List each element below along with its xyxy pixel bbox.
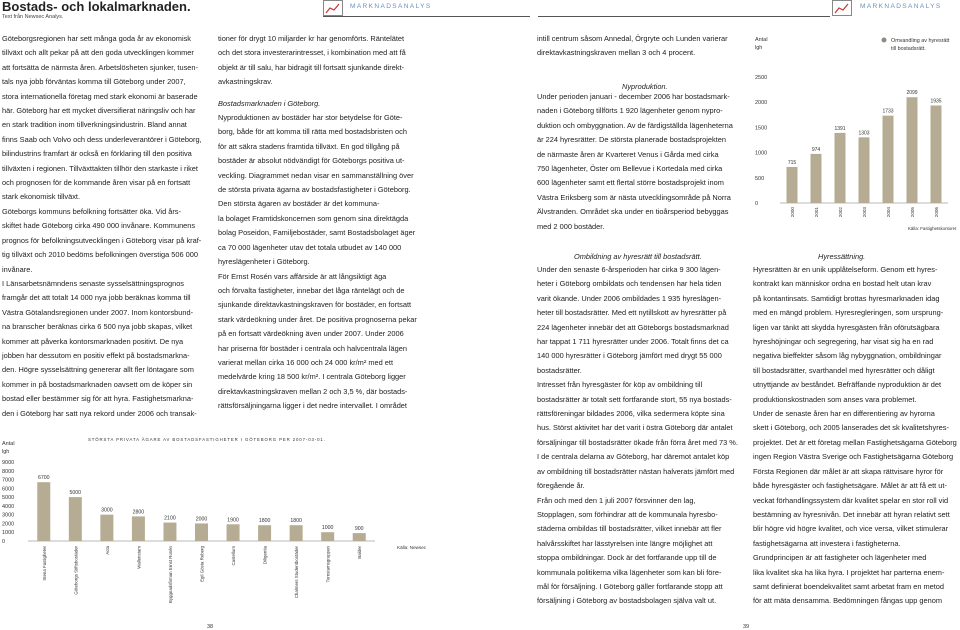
hyressattning-heading: Hyressättning.	[818, 252, 866, 261]
text-line: kommer in på bostadsmarknaden oavsett om de köper sin	[2, 379, 193, 389]
text-line: objekt är till salu, har bidragit till fortsatt sjunkande direkt-	[218, 62, 405, 72]
text-line: ligen var tänkt att skydda hyresgästen från oförutsägbara	[753, 322, 940, 332]
text-line: Grundprincipen är att fastigheter och lägenheter med	[753, 553, 927, 563]
y-axis-label: lgh	[2, 449, 10, 455]
data-label: 3000	[101, 507, 113, 514]
bar	[859, 137, 870, 203]
text-line: med en mängd problem. Hyresregleringen, som ursprung-	[753, 308, 944, 318]
text-line: 600 lägenheter samt ett flertal större bostadsprojekt inom	[537, 178, 724, 188]
bar	[931, 105, 942, 203]
text-line	[218, 90, 417, 97]
text-line: bolag Poseidon, Familjebostäder, samt Bostadsbolaget äger	[218, 228, 416, 238]
text-line: till bostadsrätter, svarthandel med hyresrätter och dåligt	[753, 365, 935, 375]
text-line: Från och med den 1 juli 2007 försvinner den lag,	[537, 495, 696, 505]
text-column-4	[753, 263, 957, 609]
text-line: de största privata ägarna av bostadsfastigheter i Göteborg.	[218, 185, 411, 195]
text-line: ca 70 000 lägenheter utav det totala utbudet av 140 000	[218, 242, 402, 252]
category-label: 2000	[790, 207, 795, 218]
y-tick-label: 2000	[2, 521, 15, 528]
text-line: fastighetsägarna att investera i fastigheterna.	[753, 538, 901, 548]
text-line: Den största ägaren av bostäder är det kommuna-	[218, 199, 380, 209]
text-column-3-low	[537, 263, 738, 609]
chart-source: Källa: Newsec	[397, 545, 427, 550]
category-label: Byggnadsfirman Ernst Rosén	[167, 546, 173, 604]
data-label: 900	[354, 526, 364, 533]
text-line: kommer att påverka kontorsmarknaden positivt. De nya	[2, 336, 184, 346]
text-line: har priserna för bostäder i centrala och halvcentrala lägen	[218, 343, 407, 353]
text-line: avkastningskrav.	[218, 77, 273, 87]
y-tick-label: 6000	[2, 486, 15, 493]
page-subtitle: Text från Newsec Analys.	[2, 14, 64, 20]
text-line: Under de senaste åren har en differentiering av hyrorna	[753, 409, 935, 419]
category-label: Wallenstam	[136, 546, 142, 569]
y-tick-label: 0	[2, 539, 6, 545]
chart-logo-icon	[323, 0, 343, 16]
bar	[787, 167, 798, 203]
text-line: bostäder är absolut nödvändigt för Göteborgs positiva ut-	[218, 156, 405, 166]
ombildning-heading: Ombildning av hyresrätt till bostadsrätt.	[574, 252, 702, 261]
text-line: föregående år.	[537, 481, 585, 491]
text-line: varit ökande. Under 2006 ombildades 1 935 hyreslägen-	[537, 293, 722, 303]
text-column-3-top	[537, 32, 728, 61]
text-line: utnyttjande av beståndet. Befräffande nyproduktion är det	[753, 380, 942, 390]
category-label: Tornstamsgruppen	[325, 546, 331, 583]
text-line: skiftet hade Göteborg cirka 490 000 invånare. Kommunens	[2, 221, 196, 231]
text-line: varierat mellan cirka 16 000 och 24 000 kr/m² med ett	[218, 357, 393, 367]
text-line: Intresset från hyresgäster för köp av ombildning till	[537, 380, 703, 390]
chart-source: Källa: Fastighetskontoret	[908, 226, 957, 231]
category-label: 2001	[814, 207, 819, 218]
y-tick-label: 1000	[755, 150, 768, 157]
text-line: på kontantinsats. Samtidigt brottas hyresmarknaden idag	[753, 293, 940, 303]
bar	[258, 525, 271, 541]
text-line: försäljning i Göteborg av bostadsbolagen själva valt ut.	[537, 596, 717, 606]
text-line: tillväxt och allt pekar på att den goda utvecklingen kommer	[2, 48, 194, 58]
bar	[132, 516, 145, 541]
bar	[883, 116, 894, 203]
text-line: försäljningar till bostadsrätter ökade från förra året med 73 %.	[537, 437, 738, 447]
legend-label: Omvandling av hyresrätt	[891, 38, 950, 44]
category-label: Chalmers Studentbostäder	[294, 546, 300, 599]
text-line: den. Högre sysselsättning genererar allt fler löntagare som	[2, 365, 194, 375]
y-tick-label: 1000	[2, 530, 15, 537]
text-line: bostad eller bestämmer sig för att hyra. Fastighetsmarkna-	[2, 394, 194, 404]
text-line: la bolaget Framtidskoncernen som genom sina direktägda	[218, 213, 409, 223]
header-rule-right	[538, 16, 830, 17]
y-axis-label: Antal	[2, 441, 15, 447]
text-line: Stopplagen, som förhindrar att de kommunala hyresbo-	[537, 509, 718, 519]
text-line: Älvstranden. Området ska under en tioårsperiod bebyggas	[537, 207, 729, 217]
text-line: na branscher beräknas cirka 6 500 nya jobb skapas, vilket	[2, 322, 193, 332]
text-line: För Ernst Rosén vars affärside är att långsiktigt äga	[218, 271, 387, 281]
category-label: Stena Fastigheter	[41, 546, 47, 581]
text-line: är 224 hyresrätter. De största planerade bostadsprojekten	[537, 135, 726, 145]
page-title: Bostads- och lokalmarknaden.	[2, 0, 191, 14]
text-line: finns Saab och Volvo och dess underleverantörer i Göteborg,	[2, 134, 202, 144]
text-line: den i Göteborg har satt nya rekord under 2006 och transak-	[2, 408, 197, 418]
text-line: stark ekonomisk tillväxt.	[2, 192, 81, 202]
bar	[321, 532, 334, 541]
text-line: 224 lägenheter innebär det att Göteborgs bostadsmarknad	[537, 322, 729, 332]
data-label: 2800	[132, 509, 145, 516]
y-tick-label: 8000	[2, 468, 15, 475]
text-line: på en fortsatt värdeökning även under 2007. Under 2006	[218, 329, 404, 339]
text-line: framgår det att totalt 14 000 nya jobb beräknas komma till	[2, 293, 191, 303]
category-label: 2003	[862, 207, 867, 218]
text-line: stark värdeökning under året. De positiva prognoserna pekar	[218, 314, 417, 324]
text-line: stoppa ombildningar. Dock är det fortfarande upp till de	[537, 553, 717, 563]
text-line: negativa bieffekter såsom låg nybyggnation, ombildningar	[753, 351, 942, 361]
bar	[290, 525, 303, 541]
data-label: 1000	[321, 525, 334, 532]
text-line: stora internationella företag med stark ekonomi är baserade	[2, 91, 198, 101]
text-line: bostadsrätter.	[537, 365, 582, 375]
text-line: en stark tradition inom tillverkningsindustrin. Bland annat	[2, 120, 187, 130]
text-line: projektet. Det är ett företag mellan Fastighetsägarna Göteborg	[753, 437, 957, 447]
text-line: att fortsätta de närmsta åren. Arbetslösheten sjunker, tusen-	[2, 62, 198, 72]
text-line: duktion och ombyggnation. Av de färdigställda lägenheterna	[537, 120, 733, 130]
bar	[163, 523, 176, 541]
y-tick-label: 2500	[755, 75, 768, 81]
nyproduktion-heading: Nyproduktion.	[622, 82, 668, 91]
y-tick-label: 0	[755, 201, 759, 207]
conversion-bar-chart	[750, 34, 960, 234]
bar	[835, 133, 846, 203]
text-line: produktionskostnaden som anses vara problemet.	[753, 394, 917, 404]
text-line: I de centrala delarna av Göteborg, har däremot antalet köp	[537, 452, 730, 462]
text-line: kontrakt kan människor ordna en bostad helt utan krav	[753, 279, 932, 289]
bar	[227, 524, 240, 541]
text-line: tioner för drygt 10 miljarder kr har genomförts. Räntelätet	[218, 34, 405, 43]
y-tick-label: 5000	[2, 495, 15, 502]
bar	[195, 523, 208, 541]
bar	[100, 515, 113, 541]
category-label: Acta	[104, 546, 110, 555]
text-line: de närmaste åren är Kvarteret Venus i Gårda med cirka	[537, 149, 719, 159]
y-tick-label: 4000	[2, 503, 15, 510]
data-label: 1391	[834, 125, 846, 132]
text-line: hyreslägenheter i Göteborg.	[218, 257, 310, 267]
bar	[907, 97, 918, 203]
text-line: invånare.	[2, 264, 33, 274]
category-label: Balder	[357, 546, 363, 559]
text-line: tig tillväxt och 2010 bedöms befolkningen överstiga 506 000	[2, 250, 198, 260]
text-line: Göteborgsregionen har sett många goda år av ekonomisk	[2, 34, 191, 43]
category-label: 2006	[934, 207, 939, 218]
text-line: lika kvalitet ska ha lika hyra. I projektet har parterna enem-	[753, 567, 945, 577]
bar	[69, 497, 82, 541]
bar	[353, 533, 366, 541]
text-line: medelvärde kring 18 500 kr/m². I centrala Göteborg ligger	[218, 372, 406, 382]
text-line: blir högre vid högre kvalitet, och vice versa, vilket stimulerar	[753, 524, 949, 534]
data-label: 2099	[906, 90, 918, 97]
text-line: rättsföreningar bildades 2006, vilka sedermera köpte sina	[537, 409, 725, 419]
y-axis-label: Antal	[755, 37, 768, 43]
y-tick-label: 9000	[2, 460, 15, 466]
header-rule-left	[323, 16, 530, 17]
text-line: Första Regionen där målet är att skapa rättvisare hyror för	[753, 466, 944, 476]
data-label: 1800	[290, 518, 302, 525]
y-tick-label: 7000	[2, 477, 15, 484]
text-line: heter till bostadsrätter. Med ett nytillskott av hyresrätter på	[537, 308, 727, 318]
data-label: 5000	[69, 490, 82, 497]
text-line: Bostadsmarknaden i Göteborg.	[218, 98, 321, 108]
data-label: 2100	[164, 515, 176, 522]
text-line: samt definierat boendekvalitet samt arbetat fram en metod	[753, 581, 945, 591]
text-line: och prognosen för de kommande åren visar på en fortsatt	[2, 178, 191, 188]
data-label: 974	[811, 146, 821, 153]
category-label: Göteborgs Stiftsbostäder	[73, 546, 79, 595]
y-axis-label: lgh	[755, 45, 763, 51]
text-line: skett i Göteborg, och 2005 lanserades det sk kvalitetshyres-	[753, 423, 949, 433]
category-label: Diligentia	[262, 546, 268, 565]
data-label: 2000	[195, 516, 208, 523]
y-tick-label: 500	[755, 175, 765, 182]
text-line: och det stora investerarintresset, i kombination med att få	[218, 48, 406, 58]
owners-bar-chart	[0, 433, 440, 613]
bar	[37, 482, 50, 541]
text-column-3-mid	[537, 90, 733, 234]
text-line: Västra Eriksberg som är nästa utvecklingsområde på Norra	[537, 192, 731, 202]
text-line: borg, både för att komma till rätta med bostadsbristen och	[218, 127, 407, 137]
category-label: 2005	[910, 207, 915, 218]
text-line: Västra Götalandsregionen under 2007. Inom kontorsbund-	[2, 307, 194, 317]
text-line: tillväxten i regionen. Tillväxttakten tillhör den starkaste i riket	[2, 163, 198, 173]
text-line: sjunkande direktavkastningskraven för bostäder, en fortsatt	[218, 300, 412, 310]
data-label: 6700	[37, 475, 50, 482]
text-line: har tappat 1 711 hyresrätter under 2006. Totalt finns det ca	[537, 337, 729, 347]
text-line: Hyresrätten är en unik upplåtelseform. Genom ett hyres-	[753, 265, 938, 274]
y-tick-label: 2000	[755, 100, 768, 107]
text-line: halvårsskiftet har lässtyrelsen inte längre möjlighet att	[537, 538, 713, 548]
text-line: Göteborgs kommuns befolkning fortsätter öka. Vid års-	[2, 206, 181, 216]
text-line: bilindustrins framfart är också en förklaring till den positiva	[2, 149, 192, 159]
chart-logo-icon	[832, 0, 852, 16]
text-line: Nyproduktionen av bostäder har stor betydelse för Göte-	[218, 113, 403, 123]
text-line: här. Göteborg har ett mycket diversifierat näringsliv och har	[2, 106, 196, 116]
chart-title: STÖRSTA PRIVATA ÄGARE AV BOSTADSFASTIGHETER I GÖTEBORG PER 2007-03-01.	[88, 437, 326, 442]
bar	[811, 154, 822, 203]
text-line: med 2 000 bostäder.	[537, 221, 605, 231]
text-line: för att mäta densamma. Bedömningen fångas upp genom	[753, 596, 942, 606]
legend-swatch	[882, 38, 887, 43]
text-line: mål för försäljning. I Göteborg gäller fortfarande stopp att	[537, 581, 723, 591]
text-line: Under den senaste 6-årsperioden har cirka 9 300 lägen-	[537, 265, 721, 274]
text-line: veckat förhandlingssystem där kvalitet spelar en stor roll vid	[753, 495, 949, 505]
y-tick-label: 1500	[755, 125, 768, 132]
text-line: direktavkastningskraven mellan 2 och 3,5 %, där bostads-	[218, 386, 408, 396]
page-number-left: 38	[207, 624, 214, 630]
text-line: bostadsrätter är totalt sett fortfarande stort, 55 nya bostads-	[537, 394, 732, 404]
text-line: kommunala politikerna vilka lägenheter som kan bli före-	[537, 567, 722, 577]
data-label: 1900	[227, 517, 239, 524]
text-line: jobben har dessutom en positiv effekt på bostadsmarkna-	[2, 350, 190, 360]
text-line: 750 lägenheter, Öster om Bellevue i Kortedala med cirka	[537, 164, 723, 174]
y-tick-label: 3000	[2, 512, 15, 519]
text-line: veckling. Diagrammet nedan visar en sammanställning över	[218, 170, 414, 180]
category-label: Egil Gösta Reberg	[199, 546, 205, 582]
data-label: 1935	[930, 98, 942, 105]
text-line: heter i Göteborg ombildats och tendensen har hela tiden	[537, 279, 722, 289]
text-line: 140 000 hyresrätter i Göteborg jämfört med drygt 55 000	[537, 351, 722, 361]
text-line: för att säkra stadens framtida tillväxt. En god tillgång på	[218, 141, 400, 151]
data-label: 715	[787, 159, 797, 166]
text-column-1	[2, 32, 202, 421]
header-label-right: MARKNADSANALYS	[860, 3, 942, 10]
category-label: 2002	[838, 207, 843, 218]
text-line: hus. Störst aktivitet har det varit i östra Göteborg där antalet	[537, 423, 733, 433]
text-line: naden i Göteborg tillförts 1 920 lägenheter genom nypro-	[537, 106, 723, 116]
data-label: 1800	[258, 518, 271, 525]
data-label: 1303	[858, 130, 870, 137]
page-number-right: 39	[743, 624, 750, 630]
text-line: direktavkastningskraven mellan 3 och 4 procent.	[537, 48, 696, 58]
text-line: och förvalta fastigheter, innebar det låga räntelägt och de	[218, 285, 405, 295]
text-line: bestämning av hyresnivån. Det innebär att hyran relativt sett	[753, 509, 950, 519]
text-line: av ombildning till bostadsrätter nästan halverats jämfört med	[537, 466, 735, 476]
text-column-2	[218, 32, 417, 414]
text-line: rättsförsäljningarna ligger i det nedre intervallet. I området	[218, 401, 407, 411]
category-label: Castellum	[231, 546, 237, 566]
legend-label: till bostadsrätt.	[891, 46, 926, 52]
text-line: både hyresgäster och fastighetsägare. Målet är att få ett ut-	[753, 481, 947, 491]
text-line: städerna ombildas till bostadsrätter, vilket innebär att fler	[537, 524, 722, 534]
category-label: 2004	[886, 207, 891, 218]
data-label: 1733	[882, 108, 894, 115]
text-line: I Länsarbetsnämndens senaste sysselsättningsprognos	[2, 278, 185, 288]
text-line: prognos för befolkningsutvecklingen i Göteborg visar på kraf-	[2, 235, 202, 245]
header-label-left: MARKNADSANALYS	[350, 3, 432, 10]
text-line: tals nya jobb förväntas komma till Göteborg under 2007,	[2, 77, 186, 87]
text-line: intill centrum såsom Annedal, Örgryte och Lunden varierar	[537, 34, 728, 43]
text-line: Under perioden januari - december 2006 har bostadsmark-	[537, 92, 730, 101]
text-line: hyreshöjningar och segregering, har visat sig ha en rad	[753, 337, 934, 347]
text-line: ingen Region Västra Sverige och Fastighetsägarna Göteborg	[753, 452, 954, 462]
